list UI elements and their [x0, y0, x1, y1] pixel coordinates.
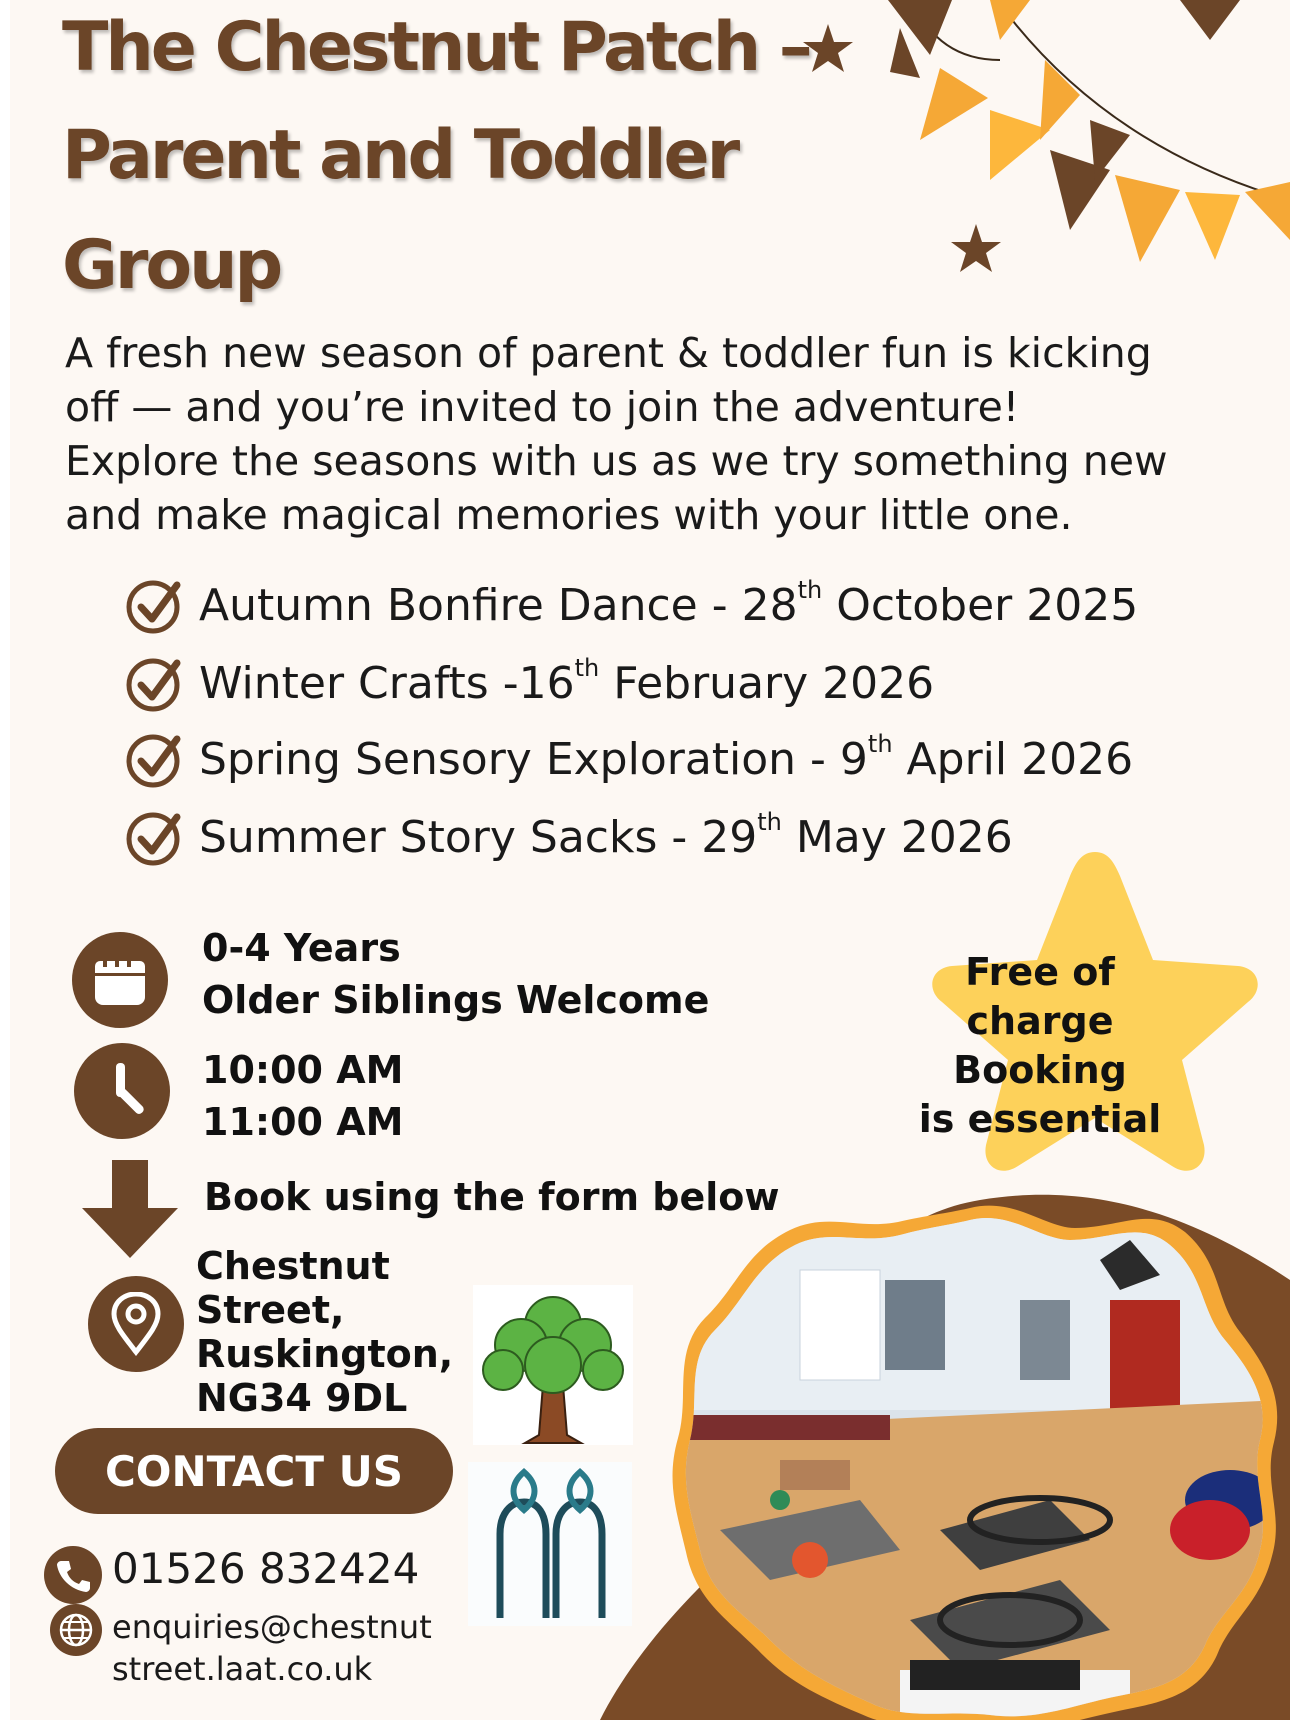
globe-icon — [50, 1604, 102, 1656]
age-info — [202, 922, 709, 1026]
star-badge-line: is essential — [918, 1097, 1162, 1141]
location-pin-icon — [88, 1276, 184, 1372]
intro-line: off — and you’re invited to join the adventure! — [65, 383, 1020, 431]
event-item — [125, 575, 1138, 635]
event-label: Spring Sensory Exploration - 9th April 2026 — [199, 729, 1134, 785]
phone-icon — [44, 1546, 102, 1604]
down-arrow-icon — [80, 1160, 180, 1260]
checkmark-icon — [125, 653, 185, 713]
address-line: NG34 9DL — [196, 1376, 408, 1420]
bunting-decoration — [880, 0, 1290, 270]
checkmark-icon — [125, 807, 185, 867]
page-title-line-3: Group — [62, 226, 281, 305]
tree-logo — [473, 1285, 633, 1445]
siblings-note: Older Siblings Welcome — [202, 978, 710, 1022]
star-icon — [948, 222, 1004, 274]
star-badge-line: Free of charge — [965, 950, 1115, 1043]
address — [196, 1244, 453, 1420]
booking-instruction: Book using the form below — [204, 1175, 780, 1219]
end-time: 11:00 AM — [202, 1100, 404, 1144]
intro-line: A fresh new season of parent & toddler fun is kicking — [65, 329, 1152, 377]
intro-text — [65, 326, 1235, 542]
page-title-line-2: Parent and Toddler — [62, 116, 738, 195]
address-line: Chestnut — [196, 1244, 390, 1288]
email-line: enquiries@chestnut — [112, 1608, 432, 1646]
checkmark-icon — [125, 575, 185, 635]
star-badge-line: Booking — [953, 1048, 1127, 1092]
time-info — [202, 1044, 403, 1148]
email-line: street.laat.co.uk — [112, 1650, 373, 1688]
event-label: Autumn Bonfire Dance - 28th October 2025 — [199, 575, 1139, 631]
contact-email[interactable] — [112, 1606, 432, 1690]
page-title-line-1: The Chestnut Patch – — [62, 8, 810, 87]
poster — [10, 0, 1290, 1720]
church-window-logo — [468, 1462, 632, 1626]
contact-us-heading: CONTACT US — [55, 1428, 453, 1514]
event-label: Summer Story Sacks - 29th May 2026 — [199, 807, 1013, 863]
intro-line: and make magical memories with your little one. — [65, 491, 1073, 539]
address-line: Ruskington, — [196, 1332, 454, 1376]
age-range: 0-4 Years — [202, 926, 401, 970]
venue-photo — [660, 1200, 1280, 1720]
address-line: Street, — [196, 1288, 345, 1332]
event-label: Winter Crafts -16th February 2026 — [199, 653, 935, 709]
start-time: 10:00 AM — [202, 1048, 404, 1092]
intro-line: Explore the seasons with us as we try something new — [65, 437, 1168, 485]
contact-phone[interactable]: 01526 832424 — [112, 1544, 420, 1593]
event-item — [125, 729, 1133, 789]
event-item — [125, 653, 934, 713]
checkmark-icon — [125, 729, 185, 789]
star-badge-text — [890, 948, 1190, 1144]
clock-icon — [74, 1043, 170, 1139]
calendar-icon — [72, 932, 168, 1028]
